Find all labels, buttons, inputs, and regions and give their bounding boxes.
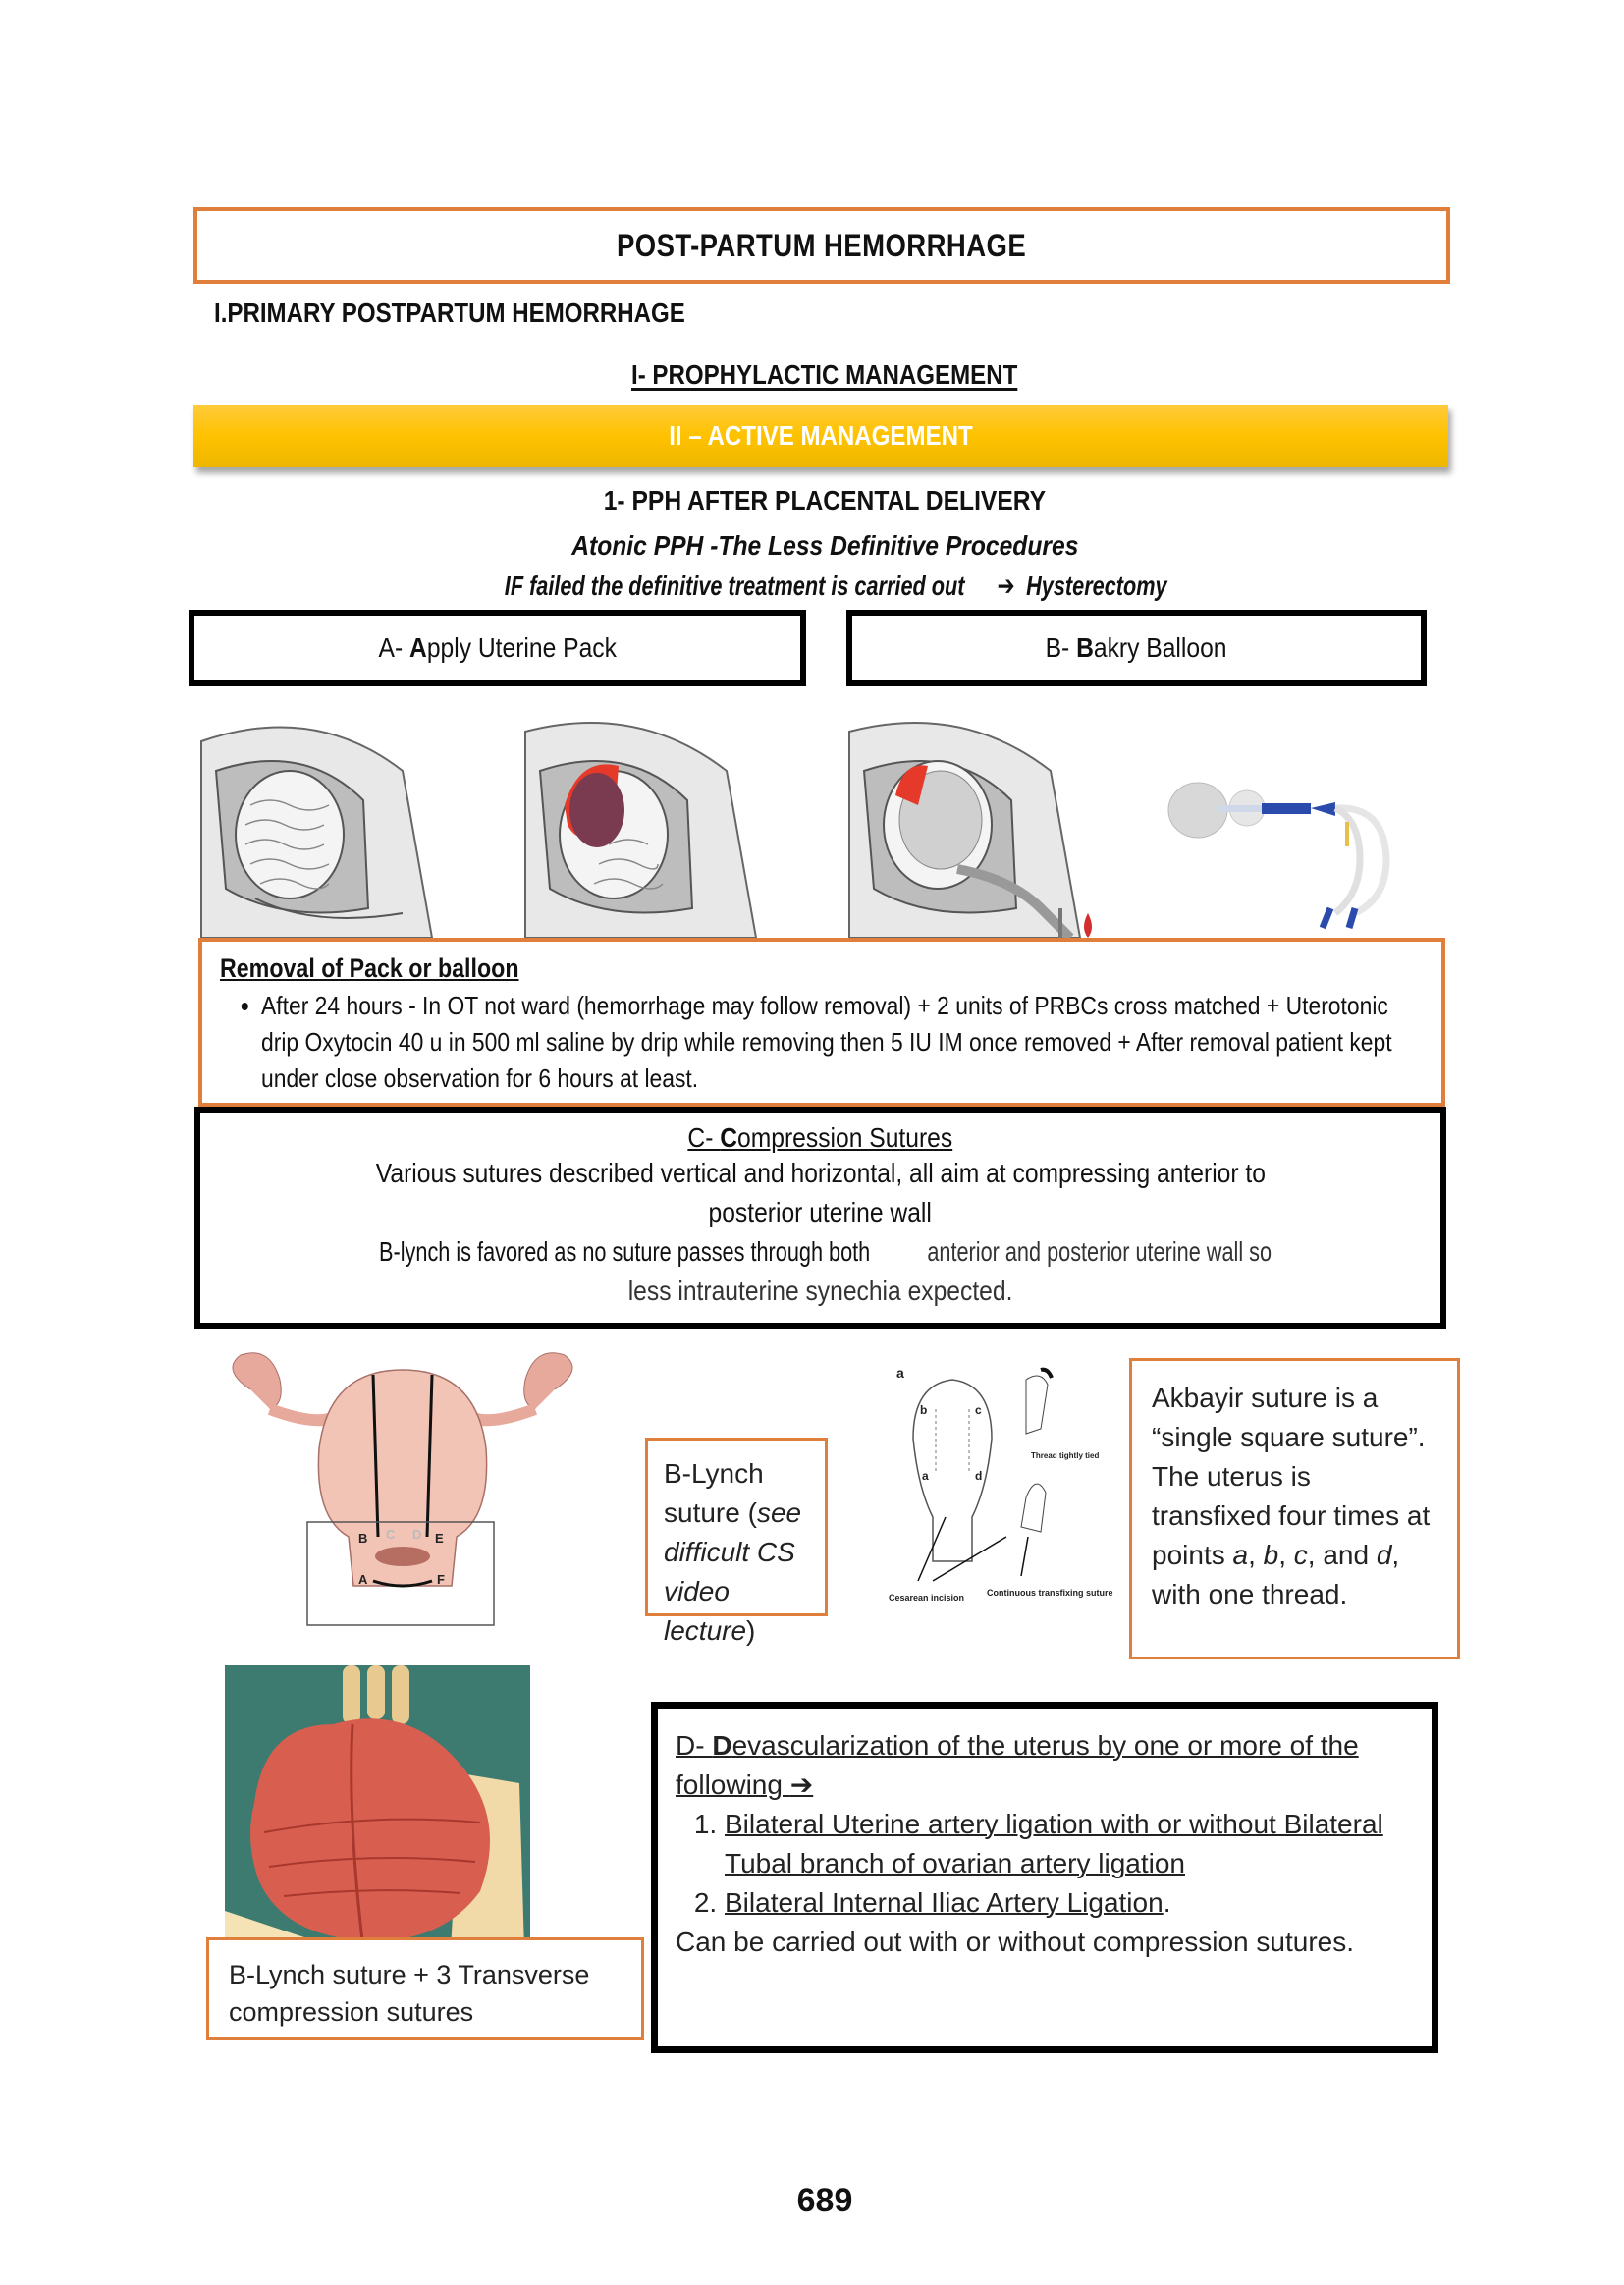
- page-title-box: [193, 207, 1450, 284]
- page-title: POST-PARTUM HEMORRHAGE: [617, 227, 1027, 263]
- hysterectomy-line: IF failed the definitive treatment is carried out➔ Hysterectomy: [504, 571, 1167, 601]
- compression-sutures-box: C- Compression Sutures Various sutures described vertical and horizontal, all aim at compressing anterior to posterior uterine wall B-lynch is favored as no suture passes through bothanterior and posterior uterine wall so less intrauterine synechia expected.: [194, 1107, 1446, 1329]
- svg-text:E: E: [435, 1531, 444, 1546]
- uterus-atonic-illustration: [201, 727, 432, 938]
- uterine-tamponade-illustrations: [196, 712, 1453, 938]
- akbayir-suture-diagram: [879, 1360, 1134, 1635]
- devascularization-box: [651, 1702, 1438, 2053]
- svg-text:a: a: [922, 1469, 929, 1483]
- svg-text:Cesarean incision: Cesarean incision: [889, 1593, 965, 1603]
- list-item: 2. Bilateral Internal Iliac Artery Ligation.: [725, 1883, 1414, 1923]
- svg-text:D: D: [412, 1527, 422, 1542]
- svg-text:F: F: [437, 1572, 445, 1587]
- b-lynch-caption: B-Lynch suture (see difficult CS video lecture): [645, 1438, 828, 1616]
- page-number: 689: [796, 2182, 853, 2219]
- atonic-pph-line: Atonic PPH -The Less Definitive Procedures: [570, 530, 1079, 561]
- active-management-banner: [193, 405, 1448, 467]
- akbayir-caption: Akbayir suture is a “single square suture”. The uterus is transfixed four times at points a, b, c, and d, with one thread.: [1129, 1358, 1460, 1659]
- arrow-right-icon: ➔: [997, 571, 1015, 601]
- subsection-prophylactic: I- PROPHYLACTIC MANAGEMENT: [631, 359, 1018, 390]
- section-heading: I.PRIMARY POSTPARTUM HEMORRHAGE: [214, 298, 685, 328]
- svg-text:B: B: [358, 1531, 368, 1546]
- pph-after-placental-heading: 1- PPH AFTER PLACENTAL DELIVERY: [603, 485, 1047, 516]
- removal-bullet: • After 24 hours - In OT not ward (hemorrhage may follow removal) + 2 units of PRBCs cross matched + Uterotonic drip Oxytocin 40 u in 500 ml saline by drip while removing then 5 IU IM once removed + After removal patient kept under close observation for 6 hours at least.: [261, 988, 1393, 1097]
- b-lynch-photo: [225, 1665, 530, 1950]
- b-lynch-suture-diagram: [211, 1350, 594, 1635]
- uterine-pack-illustration: [525, 723, 756, 938]
- compression-sutures-heading: C- Compression Sutures: [687, 1122, 953, 1153]
- svg-text:C: C: [386, 1527, 396, 1542]
- arrow-right-icon: ➔: [789, 1769, 814, 1800]
- svg-text:Thread tightly tied: Thread tightly tied: [1031, 1451, 1100, 1460]
- svg-text:d: d: [975, 1469, 983, 1483]
- box-bakry-balloon: B- Bakry Balloon: [846, 610, 1427, 686]
- active-management-label: II – ACTIVE MANAGEMENT: [669, 420, 973, 451]
- svg-text:a: a: [896, 1365, 904, 1381]
- box-apply-uterine-pack: A- Apply Uterine Pack: [189, 610, 806, 686]
- devascularization-footer: Can be carried out with or without compression sutures.: [676, 1927, 1354, 1957]
- svg-text:Continuous transfixing suture: Continuous transfixing suture: [987, 1588, 1113, 1598]
- bakri-balloon-device-illustration: [1168, 783, 1386, 928]
- devascularization-heading: D- Devascularization of the uterus by one or more of the following ➔: [676, 1730, 1359, 1800]
- removal-of-pack-box: [198, 938, 1445, 1107]
- svg-text:A: A: [358, 1572, 368, 1587]
- list-item: 1. Bilateral Uterine artery ligation with or without Bilateral Tubal branch of ovarian artery ligation: [725, 1805, 1414, 1883]
- removal-heading: Removal of Pack or balloon: [220, 953, 519, 983]
- devascularization-list: [676, 1805, 1414, 1923]
- svg-text:b: b: [920, 1403, 928, 1417]
- bakri-balloon-in-situ-illustration: [849, 723, 1092, 938]
- photo-caption: B-Lynch suture + 3 Transverse compression sutures: [206, 1937, 644, 2040]
- svg-text:c: c: [975, 1403, 982, 1417]
